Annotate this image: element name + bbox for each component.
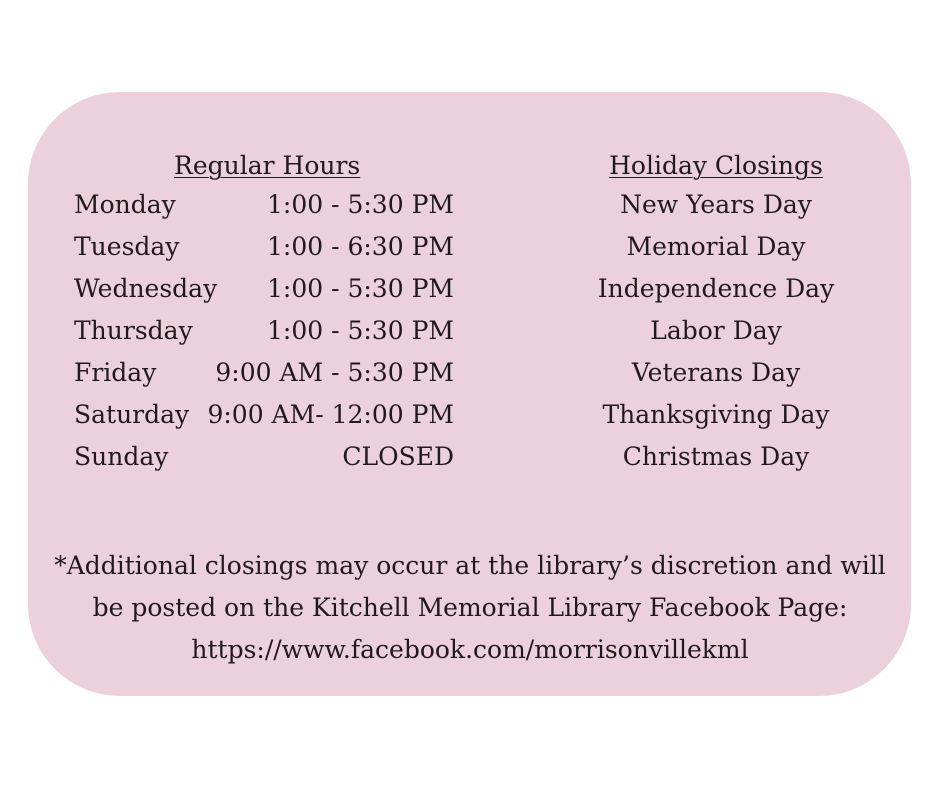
day-label: Sunday bbox=[74, 442, 169, 471]
holiday-closings-section bbox=[566, 148, 866, 478]
time-range: 1:00 - 5:30 PM bbox=[267, 274, 454, 303]
hours-row-saturday bbox=[74, 394, 454, 436]
holiday-item: Labor Day bbox=[650, 316, 782, 345]
time-range: 1:00 - 5:30 PM bbox=[267, 190, 454, 219]
holiday-item: Independence Day bbox=[597, 274, 835, 303]
hours-row-friday bbox=[74, 352, 454, 394]
holiday-item: Thanksgiving Day bbox=[602, 400, 830, 429]
day-label: Friday bbox=[74, 358, 157, 387]
note-line: *Additional closings may occur at the library’s discretion and will bbox=[54, 551, 886, 580]
additional-closings-note bbox=[40, 545, 900, 671]
hours-row-sunday bbox=[74, 436, 454, 478]
hours-row-tuesday bbox=[74, 226, 454, 268]
holiday-item: Christmas Day bbox=[622, 442, 810, 471]
time-range: CLOSED bbox=[342, 442, 454, 471]
hours-row-wednesday bbox=[74, 268, 454, 310]
time-range: 9:00 AM - 5:30 PM bbox=[215, 358, 454, 387]
holiday-item: Veterans Day bbox=[631, 358, 801, 387]
facebook-url: https://www.facebook.com/morrisonvillekml bbox=[191, 635, 749, 664]
hours-row-thursday bbox=[74, 310, 454, 352]
holiday-item: New Years Day bbox=[620, 190, 812, 219]
holiday-closings-title: Holiday Closings bbox=[609, 151, 823, 180]
day-label: Tuesday bbox=[74, 232, 180, 261]
time-range: 9:00 AM- 12:00 PM bbox=[207, 400, 454, 429]
time-range: 1:00 - 5:30 PM bbox=[267, 316, 454, 345]
day-label: Monday bbox=[74, 190, 176, 219]
holiday-item: Memorial Day bbox=[626, 232, 806, 261]
day-label: Saturday bbox=[74, 400, 190, 429]
regular-hours-title: Regular Hours bbox=[174, 151, 361, 180]
hours-row-monday bbox=[74, 184, 454, 226]
day-label: Thursday bbox=[74, 316, 193, 345]
note-line: be posted on the Kitchell Memorial Library Facebook Page: bbox=[92, 593, 848, 622]
day-label: Wednesday bbox=[74, 274, 218, 303]
regular-hours-section bbox=[74, 148, 454, 478]
time-range: 1:00 - 6:30 PM bbox=[267, 232, 454, 261]
